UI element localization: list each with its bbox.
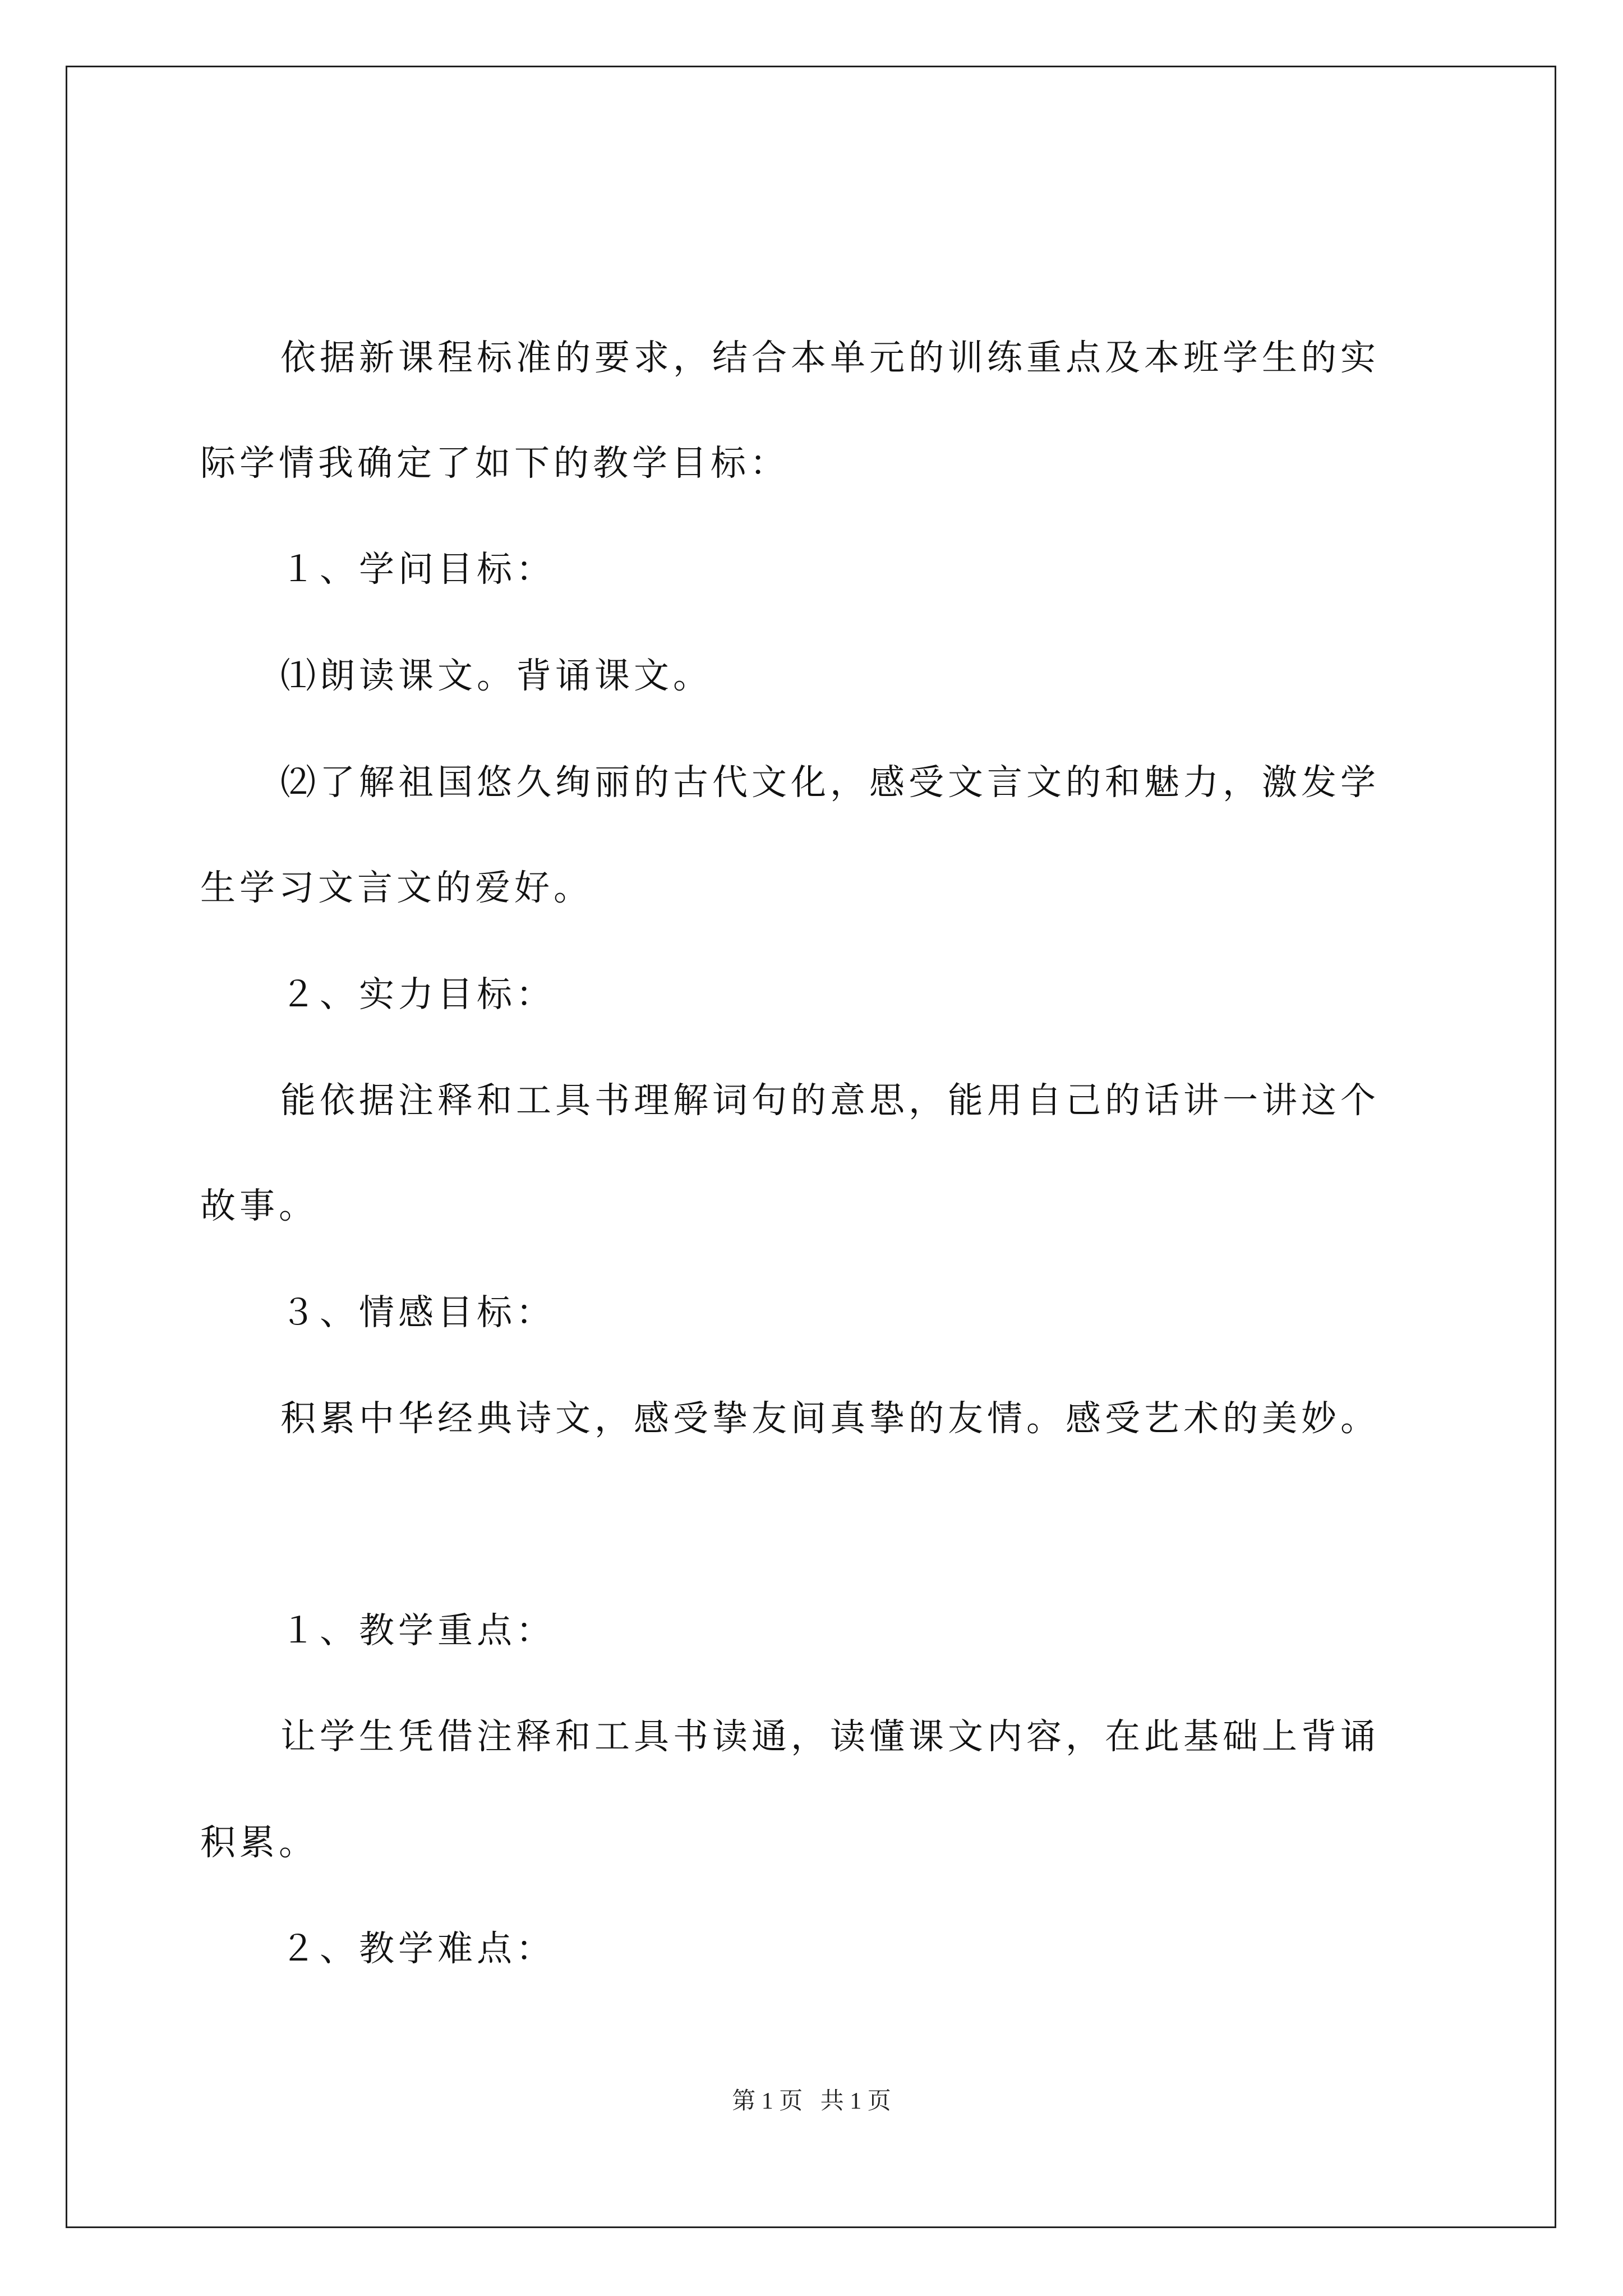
page-footer: 第 1 页 共 1 页 — [732, 2088, 891, 2114]
body-line-2: 际学情我确定了如下的教学目标： — [200, 443, 789, 484]
section-heading-key-points: １、教学重点： — [280, 1610, 555, 1651]
body-line-ability-continued: 故事。 — [200, 1185, 318, 1226]
body-line-key-points-continued: 积累。 — [200, 1822, 318, 1863]
section-heading-difficulties: ２、教学难点： — [280, 1928, 555, 1969]
section-heading-emotion: ３、情感目标： — [280, 1292, 555, 1333]
body-line-key-points: 让学生凭借注释和工具书读通，读懂课文内容，在此基础上背诵 — [280, 1716, 1380, 1757]
body-line-1: 依据新课程标准的要求，结合本单元的训练重点及本班学生的实 — [280, 337, 1380, 378]
body-line-ability: 能依据注释和工具书理解词句的意思，能用自己的话讲一讲这个 — [280, 1080, 1380, 1121]
list-item-2: ⑵了解祖国悠久绚丽的古代文化，感受文言文的和魅力，激发学 — [280, 762, 1380, 803]
list-item-1: ⑴朗读课文。背诵课文。 — [280, 655, 712, 696]
body-line-emotion: 积累中华经典诗文，感受挚友间真挚的友情。感受艺术的美妙。 — [280, 1398, 1380, 1439]
body-line-continued: 生学习文言文的爱好。 — [200, 867, 593, 908]
section-heading-knowledge: １、学问目标： — [280, 549, 555, 590]
section-heading-ability: ２、实力目标： — [280, 974, 555, 1015]
page-border — [66, 66, 1556, 2228]
